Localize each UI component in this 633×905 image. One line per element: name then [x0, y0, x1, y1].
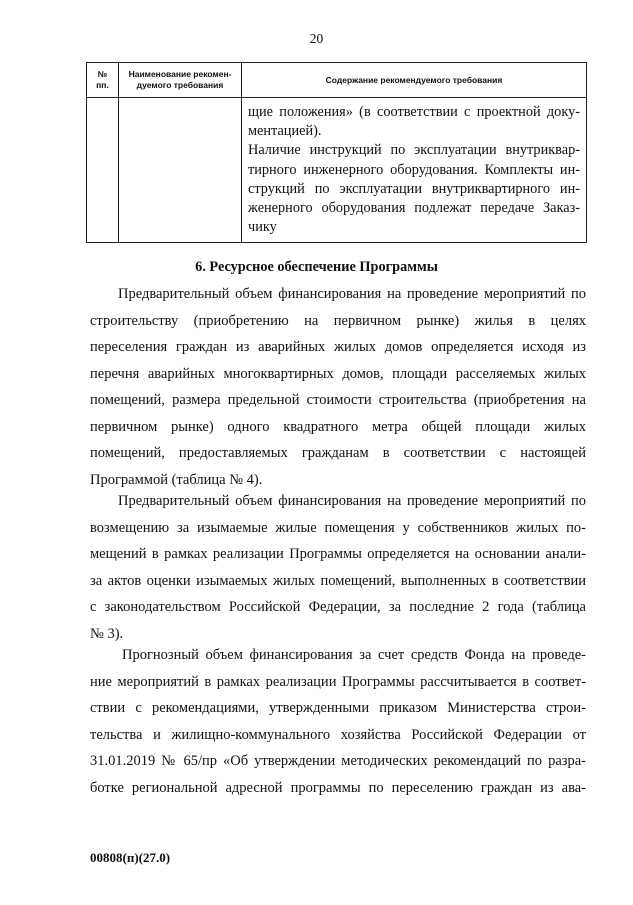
- cell-num: [87, 98, 119, 243]
- table-row: [87, 98, 587, 243]
- header-name-line: дуемого требования: [136, 80, 224, 90]
- paragraph-line: перечня аварийных многоквартирных домов, площади расселяемых жилых: [90, 365, 586, 382]
- paragraph-line: ние мероприятий в рамках реализации Программы рассчитывается в соответ-: [90, 673, 586, 690]
- paragraph-2: [90, 488, 586, 647]
- header-num: [87, 63, 119, 98]
- paragraph-1: [90, 281, 586, 493]
- paragraph-line: строительству (приобретению на первичном рынке) жилья в целях: [90, 312, 586, 329]
- content-line: ментацией).: [248, 123, 322, 140]
- header-content-line: Содержание рекомендуемого требования: [325, 74, 503, 85]
- header-num-line: пп.: [96, 80, 109, 90]
- paragraph-line: Программой (таблица № 4).: [90, 471, 263, 488]
- header-content: [242, 63, 587, 98]
- table-header-row: [87, 63, 587, 98]
- paragraph-line: помещений, размера предельной стоимости строительства (приобретения на: [90, 392, 586, 408]
- paragraph-line: ботке региональной адресной программы по переселению граждан из ава-: [90, 779, 586, 796]
- paragraph-line: с законодательством Российской Федерации, за последние 2 года (таблица: [90, 599, 586, 615]
- paragraph-line: Предварительный объем финансирования на проведение мероприятий по: [118, 493, 586, 509]
- paragraph-line: за актов оценки изымаемых жилых помещений, выполненных в соответствии: [90, 572, 586, 589]
- content-line: женерного оборудования подлежат передаче Заказ-: [248, 200, 580, 217]
- section-heading: 6. Ресурсное обеспечение Программы: [195, 259, 438, 275]
- paragraph-line: № 3).: [90, 625, 124, 642]
- paragraph-line: первичном рынке) одного квадратного метра общей площади жилых: [90, 418, 586, 435]
- paragraph-line: Предварительный объем финансирования на проведение мероприятий по: [118, 286, 586, 302]
- header-num-line: №: [97, 69, 108, 79]
- content-line: щие положения» (в соответствии с проектной доку-: [248, 104, 580, 120]
- paragraph-line: 31.01.2019 № 65/пр «Об утверждении методических рекомендаций по разра-: [90, 753, 586, 769]
- paragraph-line: возмещению за изымаемые жилые помещения у собственников жилых по-: [90, 519, 586, 536]
- content-line: тирного инженерного оборудования. Комплекты ин-: [248, 161, 580, 178]
- page-number: 20: [309, 31, 324, 46]
- cell-content: [242, 98, 587, 243]
- paragraph-line: тельства и жилищно-коммунального хозяйства Российской Федерации от: [90, 726, 586, 743]
- content-line: Наличие инструкций по эксплуатации внутриквар-: [248, 142, 580, 159]
- content-line: чику: [248, 219, 277, 236]
- paragraph-line: Прогнозный объем финансирования за счет средств Фонда на проведе-: [122, 647, 586, 663]
- cell-name: [119, 98, 242, 243]
- header-name: [119, 63, 242, 98]
- content-line: струкций по эксплуатации внутриквартирного ин-: [248, 180, 580, 197]
- header-name-line: Наименование рекомен-: [128, 69, 232, 79]
- paragraph-3: [90, 642, 586, 801]
- paragraph-line: мещений в рамках реализации Программы определяется на основании анали-: [90, 546, 586, 562]
- requirements-table: [86, 62, 587, 243]
- paragraph-line: ствии с рекомендациями, утвержденными приказом Министерства строи-: [90, 700, 586, 716]
- paragraph-line: переселения граждан из аварийных жилых домов определяется исходя из: [90, 339, 586, 355]
- document-code: 00808(п)(27.0): [90, 850, 171, 865]
- paragraph-line: помещений, предоставляемых гражданам в соответствии с настоящей: [90, 445, 586, 461]
